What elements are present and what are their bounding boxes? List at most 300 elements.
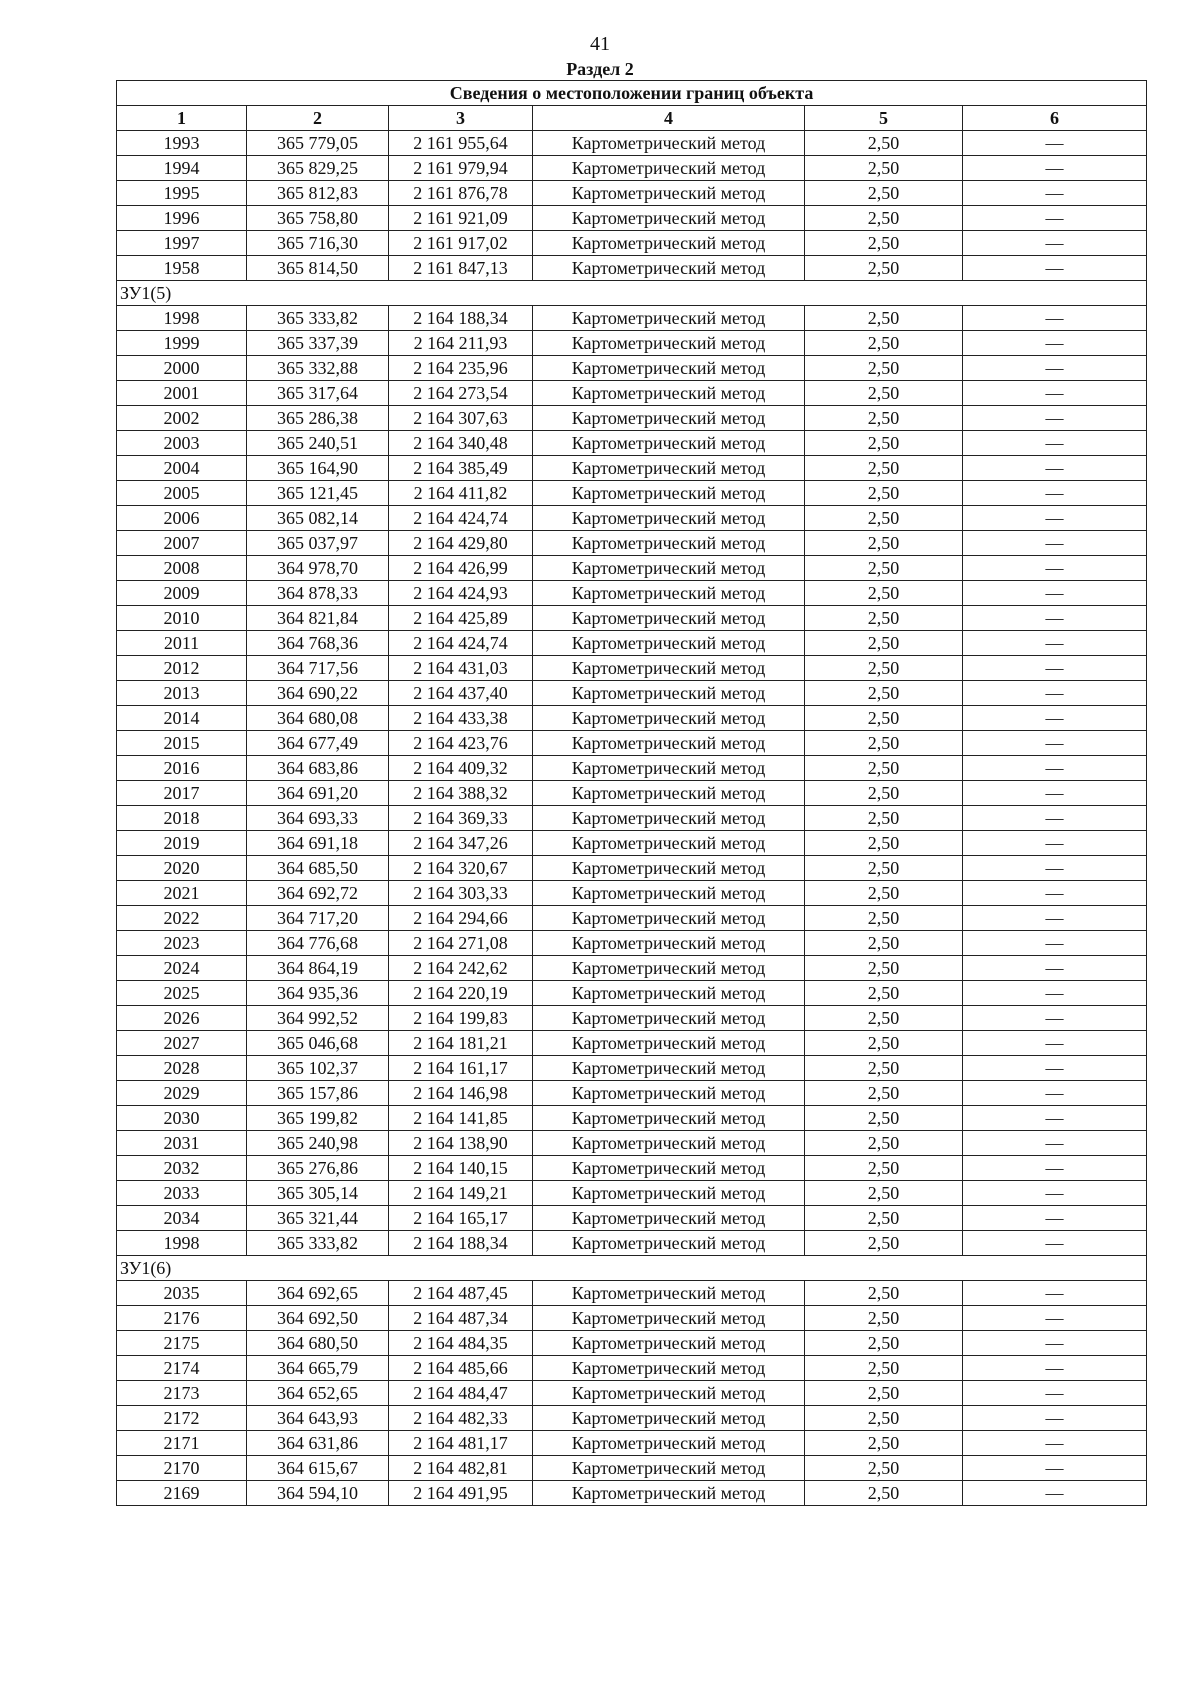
cell-coord-x: 365 164,90: [247, 456, 389, 481]
cell-method: Картометрический метод: [533, 706, 805, 731]
cell-coord-y: 2 164 487,45: [389, 1281, 533, 1306]
cell-method: Картометрический метод: [533, 131, 805, 156]
cell-accuracy: 2,50: [805, 681, 963, 706]
cell-coord-x: 365 333,82: [247, 306, 389, 331]
table-row: [117, 881, 1147, 906]
cell-coord-y: 2 164 141,85: [389, 1106, 533, 1131]
cell-point-number: 2035: [117, 1281, 247, 1306]
cell-note: —: [963, 181, 1147, 206]
cell-point-number: 2033: [117, 1181, 247, 1206]
cell-accuracy: 2,50: [805, 131, 963, 156]
cell-coord-x: 364 677,49: [247, 731, 389, 756]
table-row: [117, 1206, 1147, 1231]
cell-note: —: [963, 481, 1147, 506]
table-row: [117, 1481, 1147, 1506]
cell-note: —: [963, 956, 1147, 981]
cell-coord-x: 365 199,82: [247, 1106, 389, 1131]
cell-coord-y: 2 164 424,93: [389, 581, 533, 606]
cell-coord-y: 2 164 484,35: [389, 1331, 533, 1356]
table-row: [117, 456, 1147, 481]
cell-note: —: [963, 131, 1147, 156]
table-row: [117, 581, 1147, 606]
cell-coord-x: 365 082,14: [247, 506, 389, 531]
cell-coord-y: 2 164 220,19: [389, 981, 533, 1006]
cell-point-number: 2017: [117, 781, 247, 806]
table-head: [117, 81, 1147, 131]
cell-coord-y: 2 164 437,40: [389, 681, 533, 706]
cell-point-number: 1998: [117, 1231, 247, 1256]
cell-accuracy: 2,50: [805, 431, 963, 456]
cell-accuracy: 2,50: [805, 781, 963, 806]
cell-coord-x: 364 692,65: [247, 1281, 389, 1306]
cell-note: —: [963, 631, 1147, 656]
table-title: Сведения о местоположении границ объекта: [117, 81, 1147, 106]
cell-accuracy: 2,50: [805, 606, 963, 631]
cell-coord-x: 364 683,86: [247, 756, 389, 781]
cell-point-number: 2009: [117, 581, 247, 606]
cell-point-number: 2169: [117, 1481, 247, 1506]
cell-method: Картометрический метод: [533, 981, 805, 1006]
column-header-4: 4: [533, 106, 805, 131]
cell-coord-x: 365 240,98: [247, 1131, 389, 1156]
cell-note: —: [963, 931, 1147, 956]
table-row: [117, 731, 1147, 756]
cell-point-number: 2018: [117, 806, 247, 831]
cell-point-number: 2025: [117, 981, 247, 1006]
cell-accuracy: 2,50: [805, 1006, 963, 1031]
cell-method: Картометрический метод: [533, 1381, 805, 1406]
table-row: [117, 231, 1147, 256]
table-row: [117, 906, 1147, 931]
cell-coord-y: 2 164 481,17: [389, 1431, 533, 1456]
cell-coord-x: 364 692,72: [247, 881, 389, 906]
cell-point-number: 2021: [117, 881, 247, 906]
cell-point-number: 2027: [117, 1031, 247, 1056]
cell-coord-x: 364 864,19: [247, 956, 389, 981]
cell-method: Картометрический метод: [533, 206, 805, 231]
table-row: [117, 956, 1147, 981]
cell-coord-x: 365 812,83: [247, 181, 389, 206]
cell-coord-x: 364 717,20: [247, 906, 389, 931]
cell-note: —: [963, 1481, 1147, 1506]
cell-coord-y: 2 164 138,90: [389, 1131, 533, 1156]
cell-method: Картометрический метод: [533, 756, 805, 781]
table-row: [117, 1181, 1147, 1206]
cell-method: Картометрический метод: [533, 1456, 805, 1481]
cell-coord-x: 364 690,22: [247, 681, 389, 706]
cell-note: —: [963, 306, 1147, 331]
cell-accuracy: 2,50: [805, 956, 963, 981]
cell-method: Картометрический метод: [533, 1481, 805, 1506]
cell-note: —: [963, 231, 1147, 256]
cell-point-number: 2171: [117, 1431, 247, 1456]
cell-point-number: 2172: [117, 1406, 247, 1431]
section-title: Раздел 2: [566, 59, 634, 79]
cell-note: —: [963, 531, 1147, 556]
cell-coord-y: 2 161 847,13: [389, 256, 533, 281]
cell-point-number: 1958: [117, 256, 247, 281]
cell-method: Картометрический метод: [533, 1356, 805, 1381]
cell-point-number: 2011: [117, 631, 247, 656]
cell-coord-x: 364 821,84: [247, 606, 389, 631]
cell-coord-y: 2 164 307,63: [389, 406, 533, 431]
cell-method: Картометрический метод: [533, 1281, 805, 1306]
cell-accuracy: 2,50: [805, 731, 963, 756]
cell-coord-y: 2 164 484,47: [389, 1381, 533, 1406]
cell-coord-y: 2 164 320,67: [389, 856, 533, 881]
column-header-3: 3: [389, 106, 533, 131]
cell-coord-y: 2 164 211,93: [389, 331, 533, 356]
table-row: [117, 1006, 1147, 1031]
cell-coord-y: 2 164 140,15: [389, 1156, 533, 1181]
cell-coord-x: 365 321,44: [247, 1206, 389, 1231]
cell-coord-x: 365 037,97: [247, 531, 389, 556]
cell-accuracy: 2,50: [805, 456, 963, 481]
cell-method: Картометрический метод: [533, 956, 805, 981]
table-row: [117, 1131, 1147, 1156]
table-row: [117, 331, 1147, 356]
cell-point-number: 2031: [117, 1131, 247, 1156]
cell-point-number: 2028: [117, 1056, 247, 1081]
cell-coord-y: 2 164 340,48: [389, 431, 533, 456]
table-row: [117, 556, 1147, 581]
cell-point-number: 2010: [117, 606, 247, 631]
cell-point-number: 2020: [117, 856, 247, 881]
cell-accuracy: 2,50: [805, 156, 963, 181]
cell-point-number: 2002: [117, 406, 247, 431]
table-row: [117, 1306, 1147, 1331]
column-header-6: 6: [963, 106, 1147, 131]
table-row: [117, 631, 1147, 656]
cell-accuracy: 2,50: [805, 1331, 963, 1356]
cell-point-number: 2175: [117, 1331, 247, 1356]
table-row: [117, 806, 1147, 831]
table-row: [117, 156, 1147, 181]
cell-method: Картометрический метод: [533, 681, 805, 706]
cell-coord-y: 2 164 161,17: [389, 1056, 533, 1081]
cell-coord-y: 2 164 388,32: [389, 781, 533, 806]
cell-coord-y: 2 161 921,09: [389, 206, 533, 231]
table-row: [117, 781, 1147, 806]
cell-accuracy: 2,50: [805, 856, 963, 881]
cell-coord-x: 365 829,25: [247, 156, 389, 181]
cell-note: —: [963, 606, 1147, 631]
cell-coord-y: 2 164 242,62: [389, 956, 533, 981]
cell-coord-x: 365 332,88: [247, 356, 389, 381]
cell-note: —: [963, 356, 1147, 381]
cell-coord-y: 2 161 979,94: [389, 156, 533, 181]
cell-method: Картометрический метод: [533, 881, 805, 906]
cell-method: Картометрический метод: [533, 1006, 805, 1031]
cell-method: Картометрический метод: [533, 656, 805, 681]
cell-point-number: 2004: [117, 456, 247, 481]
cell-accuracy: 2,50: [805, 1406, 963, 1431]
cell-note: —: [963, 831, 1147, 856]
cell-method: Картометрический метод: [533, 181, 805, 206]
table-row: [117, 1456, 1147, 1481]
cell-coord-y: 2 164 303,33: [389, 881, 533, 906]
table-row: [117, 1331, 1147, 1356]
cell-point-number: 2015: [117, 731, 247, 756]
cell-method: Картометрический метод: [533, 481, 805, 506]
cell-accuracy: 2,50: [805, 1131, 963, 1156]
cell-method: Картометрический метод: [533, 781, 805, 806]
cell-accuracy: 2,50: [805, 1106, 963, 1131]
cell-method: Картометрический метод: [533, 431, 805, 456]
cell-point-number: 2012: [117, 656, 247, 681]
cell-point-number: 2007: [117, 531, 247, 556]
cell-accuracy: 2,50: [805, 756, 963, 781]
cell-note: —: [963, 731, 1147, 756]
cell-coord-x: 364 693,33: [247, 806, 389, 831]
cell-point-number: 2006: [117, 506, 247, 531]
cell-method: Картометрический метод: [533, 306, 805, 331]
cell-note: —: [963, 681, 1147, 706]
cell-accuracy: 2,50: [805, 1156, 963, 1181]
cell-note: —: [963, 256, 1147, 281]
cell-coord-y: 2 164 273,54: [389, 381, 533, 406]
cell-note: —: [963, 1331, 1147, 1356]
cell-coord-y: 2 164 433,38: [389, 706, 533, 731]
cell-point-number: 2170: [117, 1456, 247, 1481]
cell-coord-x: 365 814,50: [247, 256, 389, 281]
column-header-2: 2: [247, 106, 389, 131]
table-row: [117, 256, 1147, 281]
cell-coord-x: 364 717,56: [247, 656, 389, 681]
table-row: [117, 381, 1147, 406]
cell-note: —: [963, 981, 1147, 1006]
cell-method: Картометрический метод: [533, 256, 805, 281]
cell-note: —: [963, 1306, 1147, 1331]
cell-coord-x: 365 305,14: [247, 1181, 389, 1206]
cell-accuracy: 2,50: [805, 631, 963, 656]
cell-note: —: [963, 1431, 1147, 1456]
cell-point-number: 1993: [117, 131, 247, 156]
cell-coord-y: 2 164 385,49: [389, 456, 533, 481]
group-label: ЗУ1(5): [117, 281, 1147, 306]
table-row: [117, 706, 1147, 731]
cell-coord-x: 364 691,18: [247, 831, 389, 856]
group-label: ЗУ1(6): [117, 1256, 1147, 1281]
cell-accuracy: 2,50: [805, 1356, 963, 1381]
cell-accuracy: 2,50: [805, 206, 963, 231]
cell-method: Картометрический метод: [533, 381, 805, 406]
cell-accuracy: 2,50: [805, 1281, 963, 1306]
table-body: [117, 131, 1147, 1506]
cell-coord-y: 2 164 146,98: [389, 1081, 533, 1106]
cell-accuracy: 2,50: [805, 181, 963, 206]
cell-note: —: [963, 206, 1147, 231]
cell-accuracy: 2,50: [805, 1231, 963, 1256]
cell-method: Картометрический метод: [533, 556, 805, 581]
cell-coord-y: 2 164 347,26: [389, 831, 533, 856]
cell-coord-y: 2 164 149,21: [389, 1181, 533, 1206]
cell-point-number: 2022: [117, 906, 247, 931]
cell-coord-x: 364 768,36: [247, 631, 389, 656]
cell-coord-y: 2 164 199,83: [389, 1006, 533, 1031]
table-row: [117, 431, 1147, 456]
cell-note: —: [963, 1206, 1147, 1231]
cell-point-number: 2030: [117, 1106, 247, 1131]
cell-point-number: 2174: [117, 1356, 247, 1381]
cell-note: —: [963, 1281, 1147, 1306]
cell-point-number: 2176: [117, 1306, 247, 1331]
cell-coord-y: 2 164 235,96: [389, 356, 533, 381]
cell-coord-x: 364 978,70: [247, 556, 389, 581]
cell-note: —: [963, 1456, 1147, 1481]
cell-method: Картометрический метод: [533, 1106, 805, 1131]
cell-method: Картометрический метод: [533, 156, 805, 181]
cell-method: Картометрический метод: [533, 1306, 805, 1331]
cell-accuracy: 2,50: [805, 356, 963, 381]
cell-note: —: [963, 1056, 1147, 1081]
cell-accuracy: 2,50: [805, 1181, 963, 1206]
table-title-row: [117, 81, 1147, 106]
cell-point-number: 1994: [117, 156, 247, 181]
cell-method: Картометрический метод: [533, 331, 805, 356]
cell-coord-x: 365 333,82: [247, 1231, 389, 1256]
cell-method: Картометрический метод: [533, 1431, 805, 1456]
cell-accuracy: 2,50: [805, 331, 963, 356]
cell-point-number: 2001: [117, 381, 247, 406]
cell-accuracy: 2,50: [805, 706, 963, 731]
column-header-1: 1: [117, 106, 247, 131]
table-row: [117, 1381, 1147, 1406]
cell-method: Картометрический метод: [533, 1231, 805, 1256]
cell-coord-x: 365 758,80: [247, 206, 389, 231]
cell-accuracy: 2,50: [805, 1056, 963, 1081]
table-row: [117, 1231, 1147, 1256]
cell-note: —: [963, 781, 1147, 806]
table-row: [117, 506, 1147, 531]
cell-coord-y: 2 164 423,76: [389, 731, 533, 756]
cell-coord-x: 364 665,79: [247, 1356, 389, 1381]
column-header-5: 5: [805, 106, 963, 131]
cell-note: —: [963, 1156, 1147, 1181]
cell-point-number: 2014: [117, 706, 247, 731]
boundary-coordinates-table: [116, 80, 1147, 1506]
cell-accuracy: 2,50: [805, 231, 963, 256]
cell-note: —: [963, 1106, 1147, 1131]
cell-method: Картометрический метод: [533, 806, 805, 831]
table-row: [117, 531, 1147, 556]
column-header-row: [117, 106, 1147, 131]
table-row: [117, 306, 1147, 331]
table-row: [117, 1031, 1147, 1056]
cell-method: Картометрический метод: [533, 231, 805, 256]
cell-coord-x: 365 046,68: [247, 1031, 389, 1056]
cell-coord-x: 365 779,05: [247, 131, 389, 156]
cell-coord-x: 364 692,50: [247, 1306, 389, 1331]
cell-point-number: 2005: [117, 481, 247, 506]
table-row: [117, 1081, 1147, 1106]
cell-accuracy: 2,50: [805, 881, 963, 906]
cell-accuracy: 2,50: [805, 656, 963, 681]
cell-note: —: [963, 1031, 1147, 1056]
table-row: [117, 1056, 1147, 1081]
cell-point-number: 2173: [117, 1381, 247, 1406]
cell-accuracy: 2,50: [805, 506, 963, 531]
cell-method: Картометрический метод: [533, 606, 805, 631]
cell-method: Картометрический метод: [533, 1181, 805, 1206]
cell-note: —: [963, 1081, 1147, 1106]
table-row: [117, 406, 1147, 431]
cell-point-number: 2019: [117, 831, 247, 856]
cell-point-number: 2034: [117, 1206, 247, 1231]
cell-accuracy: 2,50: [805, 1306, 963, 1331]
cell-method: Картометрический метод: [533, 1206, 805, 1231]
cell-coord-y: 2 164 424,74: [389, 631, 533, 656]
cell-note: —: [963, 656, 1147, 681]
cell-coord-x: 365 716,30: [247, 231, 389, 256]
table-row: [117, 856, 1147, 881]
cell-coord-x: 364 680,50: [247, 1331, 389, 1356]
cell-note: —: [963, 331, 1147, 356]
table-row: [117, 931, 1147, 956]
table-row: [117, 1156, 1147, 1181]
cell-coord-y: 2 164 409,32: [389, 756, 533, 781]
cell-coord-x: 365 240,51: [247, 431, 389, 456]
cell-coord-x: 364 680,08: [247, 706, 389, 731]
cell-method: Картометрический метод: [533, 931, 805, 956]
cell-note: —: [963, 1006, 1147, 1031]
cell-accuracy: 2,50: [805, 531, 963, 556]
cell-accuracy: 2,50: [805, 256, 963, 281]
table-row: [117, 681, 1147, 706]
cell-point-number: 2008: [117, 556, 247, 581]
cell-coord-x: 365 121,45: [247, 481, 389, 506]
cell-note: —: [963, 906, 1147, 931]
cell-coord-x: 364 691,20: [247, 781, 389, 806]
cell-note: —: [963, 856, 1147, 881]
cell-coord-y: 2 164 181,21: [389, 1031, 533, 1056]
table-row: [117, 481, 1147, 506]
cell-method: Картометрический метод: [533, 831, 805, 856]
cell-note: —: [963, 1406, 1147, 1431]
cell-coord-x: 365 157,86: [247, 1081, 389, 1106]
cell-coord-y: 2 164 429,80: [389, 531, 533, 556]
cell-coord-x: 365 276,86: [247, 1156, 389, 1181]
cell-coord-y: 2 164 411,82: [389, 481, 533, 506]
table-row: [117, 1106, 1147, 1131]
cell-coord-x: 364 631,86: [247, 1431, 389, 1456]
cell-accuracy: 2,50: [805, 556, 963, 581]
cell-coord-y: 2 164 482,81: [389, 1456, 533, 1481]
cell-method: Картометрический метод: [533, 1081, 805, 1106]
cell-coord-x: 364 776,68: [247, 931, 389, 956]
group-label-row: [117, 281, 1147, 306]
table-row: [117, 1431, 1147, 1456]
cell-method: Картометрический метод: [533, 1156, 805, 1181]
cell-point-number: 1996: [117, 206, 247, 231]
table-row: [117, 1281, 1147, 1306]
cell-point-number: 2013: [117, 681, 247, 706]
cell-method: Картометрический метод: [533, 581, 805, 606]
cell-method: Картометрический метод: [533, 856, 805, 881]
table-row: [117, 356, 1147, 381]
cell-accuracy: 2,50: [805, 1456, 963, 1481]
cell-note: —: [963, 706, 1147, 731]
cell-coord-x: 364 878,33: [247, 581, 389, 606]
cell-coord-x: 364 594,10: [247, 1481, 389, 1506]
cell-coord-x: 364 615,67: [247, 1456, 389, 1481]
cell-coord-x: 364 643,93: [247, 1406, 389, 1431]
cell-coord-y: 2 164 369,33: [389, 806, 533, 831]
cell-note: —: [963, 1356, 1147, 1381]
cell-note: —: [963, 881, 1147, 906]
cell-point-number: 2016: [117, 756, 247, 781]
cell-method: Картометрический метод: [533, 631, 805, 656]
